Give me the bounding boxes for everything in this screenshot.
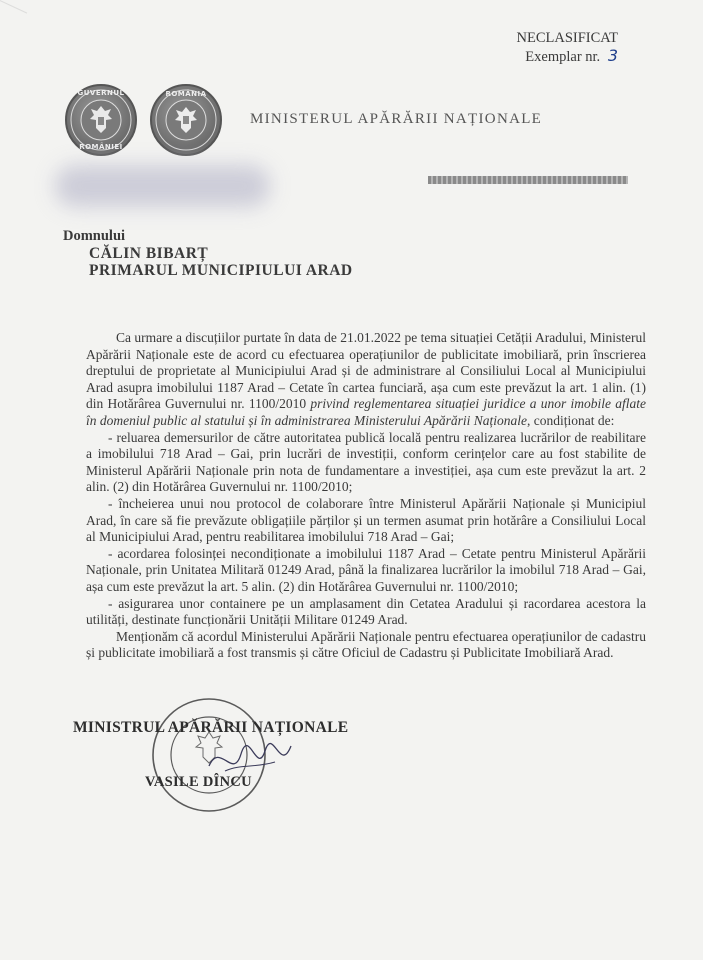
intro-italic-text: privind reglementarea situației juridice a unor imobile aflate în domeniul public al statului și în administrarea Ministerului Apărării Naționale	[86, 396, 647, 428]
letter-body	[86, 330, 646, 662]
intro-paragraph	[86, 330, 646, 430]
exemplar-line	[516, 47, 618, 66]
intro-text-end: , condiționat de:	[527, 412, 615, 428]
scan-edge-artifact	[0, 0, 27, 41]
government-seal-icon: GUVERNUL ROMÂNIEI	[65, 84, 137, 156]
condition-item: - reluarea demersurilor de către autoritatea publică locală pentru realizarea lucrărilor de reabilitare a imobilului 718 Arad – Gai, prin lucrări de investiții, conform cerințelor care au fost stabilite de Ministerul Apărării Naționale prin nota de fundamentare a investiției, așa cum este prevăzut la art. 2 alin. (2) din Hotărârea Guvernului nr. 1100/2010;	[86, 429, 646, 495]
signatory-title: MINISTRUL APĂRĂRII NAȚIONALE	[73, 719, 349, 736]
recipient-name: CĂLIN BIBARȚ	[89, 245, 209, 262]
classification-label: NECLASIFICAT	[516, 30, 618, 46]
condition-item: - încheierea unui nou protocol de colaborare între Ministerul Apărării Naționale și Municipiul Arad, în care să fie prevăzute obligațiile părților și un termen asumat prin hotărâre a Consiliului Local al Municipiului Arad, pentru reabilitarea imobilului 718 Arad – Gai;	[86, 495, 646, 545]
exemplar-number: 3	[607, 46, 618, 65]
redacted-registration-bar	[428, 176, 628, 184]
ministry-header: MINISTERUL APĂRĂRII NAȚIONALE	[250, 111, 543, 127]
condition-item: - asigurarea unor containere pe un amplasament din Cetatea Aradului și racordarea acestora la utilități, destinate funcționării Unității Militare 01249 Arad.	[86, 595, 646, 628]
recipient-title: PRIMARUL MUNICIPIULUI ARAD	[89, 262, 353, 279]
salutation: Domnului	[63, 228, 126, 244]
condition-item: - acordarea folosinței necondiționate a imobilului 1187 Arad – Cetate pentru Ministerul Apărării Naționale, prin Unitatea Militară 01249 Arad, până la finalizarea lucrărilor la imobilul 718 Arad – Gai, așa cum este prevăzut la art. 5 alin. (2) din Hotărârea Guvernului nr. 1100/2010;	[86, 545, 646, 594]
ministry-seal-icon: ROMÂNIA	[150, 84, 222, 156]
signatory-name: VASILE DÎNCU	[145, 774, 252, 790]
exemplar-label: Exemplar nr.	[525, 49, 601, 65]
intro-text: Ca urmare a discuțiilor purtate în data de 21.01.2022 pe tema situației Cetății Aradului, Ministerul Apărării Naționale este de acord cu efectuarea operațiunilor de publicitate imobiliară, prin înscrierea dreptului de proprietate al Municipiului Arad și de administrare al Consiliului Local al Municipiului Arad asupra imobilului 1187 Arad – Cetate în cartea funciară, așa cum este prevăzut la art. 1 alin. (1) din Hotărârea Guvernului nr. 1100/2010	[86, 330, 646, 412]
redacted-registration-blur	[55, 165, 270, 207]
classification-block	[516, 30, 618, 66]
closing-paragraph: Menționăm că acordul Ministerului Apărării Naționale pentru efectuarea operațiunilor de cadastru și publicitate imobiliară a fost transmis și către Oficiul de Cadastru și Publicitate Imobiliară Arad.	[86, 628, 646, 661]
